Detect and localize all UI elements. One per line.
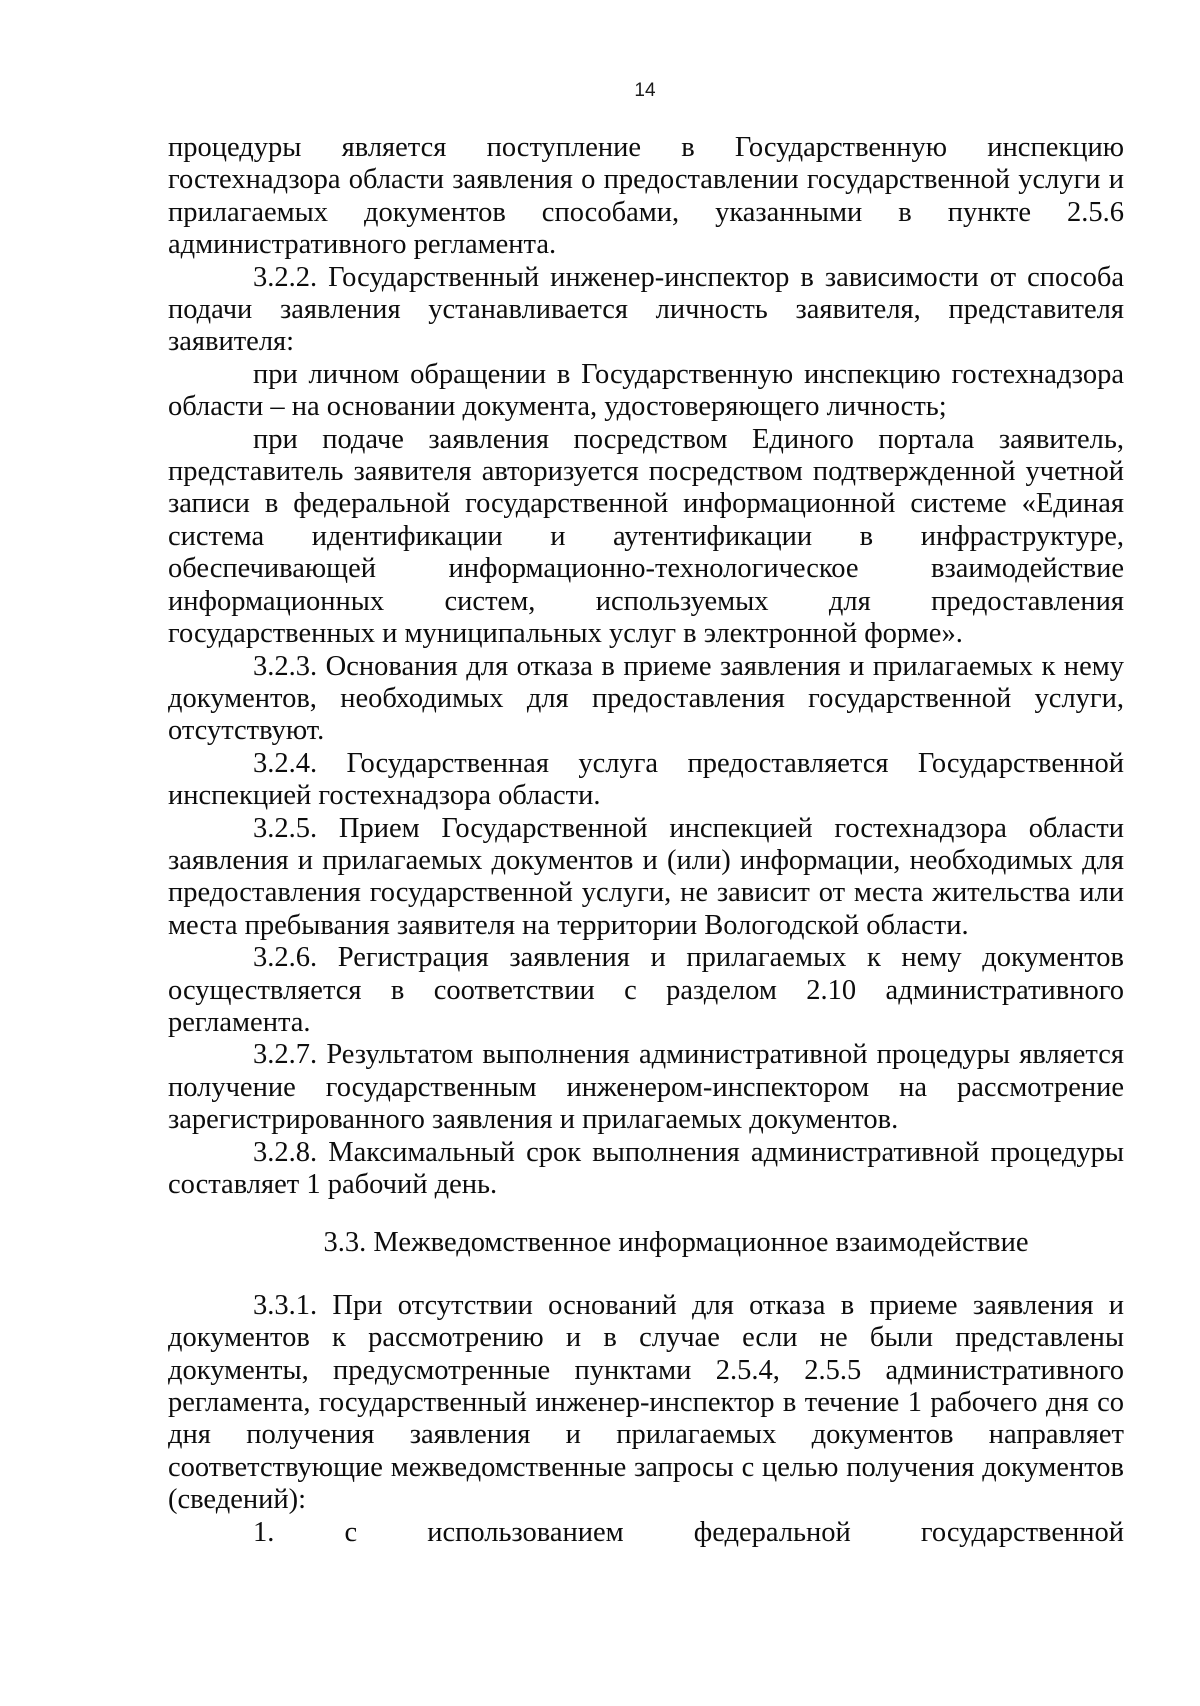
section-heading-3-3: 3.3. Межведомственное информационное взаимодействие (323, 1227, 1029, 1259)
list-item-1 (168, 1517, 1124, 1549)
list-item-word: с (344, 1516, 358, 1548)
list-item-word: использованием (427, 1516, 624, 1548)
page-content (168, 132, 1124, 1549)
paragraph-3-2-1-continuation: процедуры является поступление в Государственную инспекцию гостехнадзора области заявления о предоставлении государственной услуги и прилагаемых документов способами, указанными в пункте 2.5.6 административного регламента. (168, 132, 1124, 261)
paragraph-3-2-2: 3.2.2. Государственный инженер-инспектор в зависимости от способа подачи заявления устанавливается личность заявителя, представителя заявителя: (168, 261, 1124, 358)
paragraph-3-2-8: 3.2.8. Максимальный срок выполнения административной процедуры составляет 1 рабочий день. (168, 1136, 1124, 1200)
paragraph-3-2-3: 3.2.3. Основания для отказа в приеме заявления и прилагаемых к нему документов, необходимых для предоставления государственной услуги, отсутствуют. (168, 650, 1124, 747)
paragraph-3-2-6: 3.2.6. Регистрация заявления и прилагаемых к нему документов осуществляется в соответствии с разделом 2.10 административного регламента. (168, 942, 1124, 1038)
paragraph-3-2-5: 3.2.5. Прием Государственной инспекцией гостехнадзора области заявления и прилагаемых документов и (или) информации, необходимых для предоставления государственной услуги, не зависит от места жительства или места пребывания заявителя на территории Вологодской области. (168, 812, 1124, 941)
list-item-word: федеральной (693, 1516, 851, 1548)
paragraph-single-portal: при подаче заявления посредством Единого портала заявитель, представитель заявителя авторизуется посредством подтвержденной учетной записи в федеральной государственной информационной системе «Единая система идентификации и аутентификации в инфраструктуре, обеспечивающей информационно-технологическое взаимодействие информационных систем, используемых для предоставления государственных и муниципальных услуг в электронной форме». (168, 423, 1124, 650)
paragraph-3-2-4: 3.2.4. Государственная услуга предоставляется Государственной инспекцией гостехнадзора области. (168, 747, 1124, 812)
paragraph-3-2-7: 3.2.7. Результатом выполнения административной процедуры является получение государственным инженером-инспектором на рассмотрение зарегистрированного заявления и прилагаемых документов. (168, 1039, 1124, 1136)
paragraph-3-3-1: 3.3.1. При отсутствии оснований для отказа в приеме заявления и документов к рассмотрению и в случае если не были представлены документы, предусмотренные пунктами 2.5.4, 2.5.5 административного регламента, государственный инженер-инспектор в течение 1 рабочего дня со дня получения заявления и прилагаемых документов направляет соответствующие межведомственные запросы с целью получения документов (сведений): (168, 1289, 1124, 1516)
list-item-number: 1. (253, 1516, 275, 1548)
list-item-word: государственной (920, 1516, 1124, 1548)
paragraph-personal-visit: при личном обращении в Государственную инспекцию гостехнадзора области – на основании документа, удостоверяющего личность; (168, 358, 1124, 423)
page-number: 14 (634, 80, 656, 101)
